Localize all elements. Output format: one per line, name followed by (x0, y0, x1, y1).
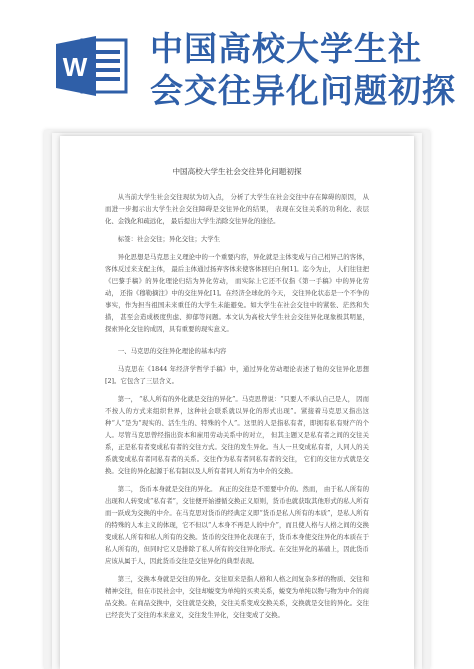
section-heading: 一、马克思的交往异化理论的基本内容 (117, 347, 227, 355)
banner-title-line-1: 中国高校大学生社 (150, 29, 422, 68)
body-paragraph: 第二， 货币本身就是交往的异化。 真正的交往是不需要中介的。然而， 由于私人所有的出现和人转变成“私有者”，交往便开始遵循交换正义原则，货币也就获取其他形式的私人所有而一跃成为交换的中介。在马克思对货币的经典定义即“货币是私人所有的本质”，是私人所有的特殊的人本主义的体现，它不但以“人本身不再是人的中介”，而且使人格与人格之间的交换变成私人所有和私人所有的交换。货币的交往异化表现在于，货币本身使交往异化的本质在于私人所有的，但同时它又是排除了私人所有的交往异化形式。在交往异化的基础上，因此货币应该从属于人，因此货币交往是交往异化的典型表现。 (105, 485, 369, 565)
body-paragraph: 马克思在《1844 年经济学哲学手稿》中，通过异化劳动理论表述了他的交往异化思想[2]。它包含了三层含义。 (105, 365, 369, 385)
document-title: 中国高校大学生社会交往异化问题初探 (172, 167, 302, 176)
body-paragraph: 第三，交换本身就是交往的异化。交往原来是指人格和人格之间复杂多样的物质、交往和精神交往，但在市民社会中，交往却蜕变为单纯的买卖关系，蜕变为单纯以物与物为中介的商品交换。在商品交换中，交往就是交换，交往关系变成交换关系，交换就是交往的异化。交往已经丧失了交往的本来意义，交往发生异化，交往变成了交换。 (105, 575, 369, 619)
banner-title-line-2: 会交往异化问题初探 (150, 71, 456, 110)
banner-title (150, 28, 470, 112)
keywords-line: 标签：社会交往；异化交往；大学生 (117, 235, 221, 243)
document-body (105, 191, 369, 627)
word-document-icon (56, 36, 130, 96)
word-icon-letter: W (62, 52, 88, 82)
body-paragraph: 第一， “私人所有的外化就是交往的异化”。马克思曾说：“只要人不承认自己是人， 因而不按人的方式来组织世界，这种社会联系就以异化的形式出现”。紧接着马克思又指出这种“人”是为“现实的、活生生的、特殊的个人”。这里的人是指私有者，即拥有私有财产的个人。尽管马克思曾经指出资本和雇用劳动关系中的对立， 但其主题又是私有者之间的交往关系，正是私有者变成私有者的交往方式。交往的发生异化。当人一旦变成私有者，人同人的关系就变成私有者同私有者的关系。交往作为私有者同私有者的交往， 它们的交往方式就是交换。交往的异化起源于私有制以及人所有者同人所有为中介的交换。 (105, 395, 369, 475)
document-page (60, 136, 414, 669)
banner (0, 0, 474, 118)
body-paragraph: 异化思想是马克思主义理论中的一个重要内容，异化就是主体变成与自己相异己的客体， 客体反过来支配主体， 最后主体通过扬弃客体来使客体回归自身[1]。迄今为止， 人们往往把《巴黎手稿》的异化理论归结为异化劳动， 而实际上它还不仅指《第一手稿》中的异化劳动， 还指《穆勒摘注》中的交往异化[1]。在经济全球化的今天， 交往异化状态是一个不争的事实，作为担当祖国未来重任的大学生未能避免。如大学生在社会交往中的紧张、茫然和失措， 甚至会造成极度焦虑、抑郁等问题。本文认为高校大学生社会交往异化现象极其明显， 探索异化交往的成因，具有重要的现实意义。 (105, 253, 369, 333)
abstract-paragraph: 从当前大学生社会交往现状为切入点， 分析了大学生在社会交往中存在障碍的原因， 从而进一步揭示出大学生社会交往障碍是交往异化的结果， 表现在交往关系的功利化、表层化、金钱化和疏远化， 最后提出大学生消除交往异化的途径。 (105, 193, 369, 225)
